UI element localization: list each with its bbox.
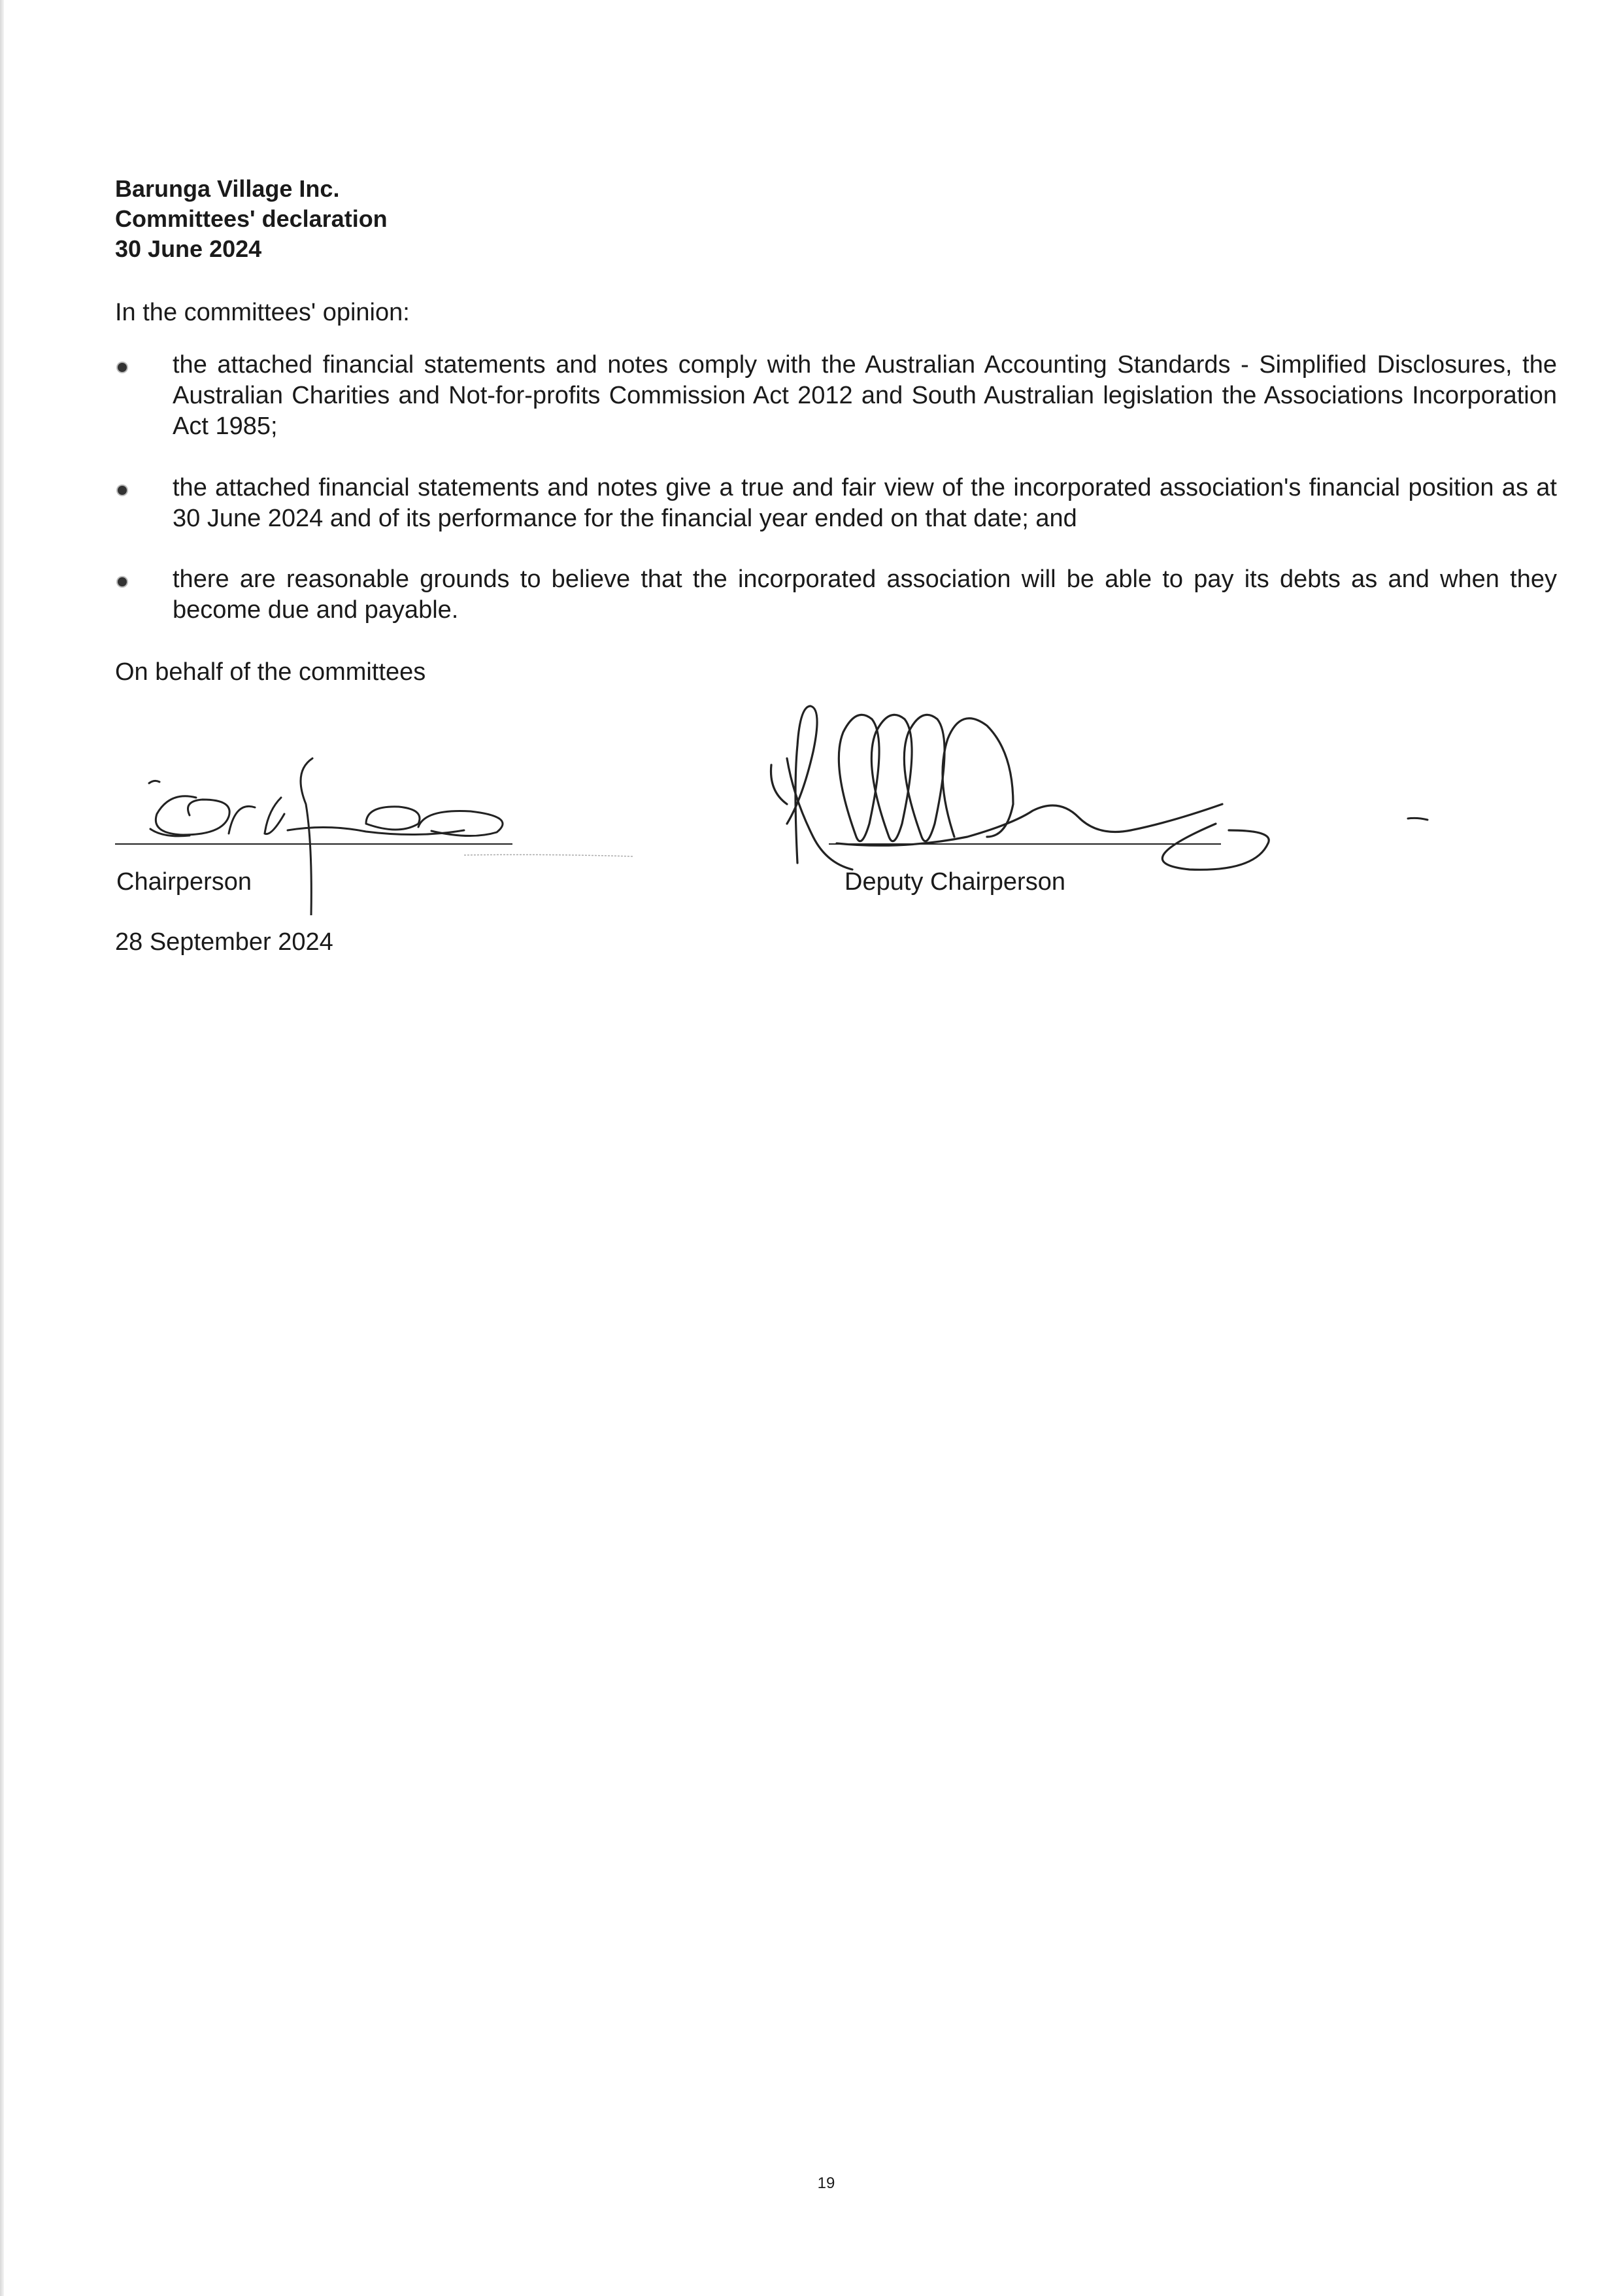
signed-date: 28 September 2024 <box>115 928 333 956</box>
page-number: 19 <box>817 2174 835 2192</box>
chairperson-label: Chairperson <box>116 868 252 896</box>
deputy-chairperson-signature <box>758 686 1451 883</box>
declaration-text: the attached financial statements and notes give a true and fair view of the incorporated association's financial position as at 30 June 2024 and of its performance for the financial year ended on that date; and <box>173 474 1557 532</box>
organisation-name: Barunga Village Inc. <box>115 175 340 202</box>
deputy-chairperson-signature-line <box>829 843 1221 845</box>
page-title: Committees' declaration <box>115 205 388 232</box>
document-header <box>115 174 388 264</box>
declaration-text: there are reasonable grounds to believe that the incorporated association will be able to pay its debts as and when they become due and payable. <box>173 566 1557 624</box>
declaration-text: the attached financial statements and notes comply with the Australian Accounting Standards - Simplified Disclosures, the Australian Charities and Not-for-profits Commission Act 2012 and South Australian legislation the Associations Incorporation Act 1985; <box>173 351 1557 440</box>
header-date: 30 June 2024 <box>115 235 262 262</box>
behalf-text: On behalf of the committees <box>115 658 426 686</box>
chairperson-signature-line <box>115 843 512 845</box>
bullet-icon <box>118 577 127 586</box>
bullet-icon <box>118 486 127 495</box>
bullet-icon <box>118 363 127 372</box>
scan-edge <box>0 0 4 2296</box>
deputy-chairperson-label: Deputy Chairperson <box>844 868 1065 896</box>
intro-text: In the committees' opinion: <box>115 299 410 326</box>
